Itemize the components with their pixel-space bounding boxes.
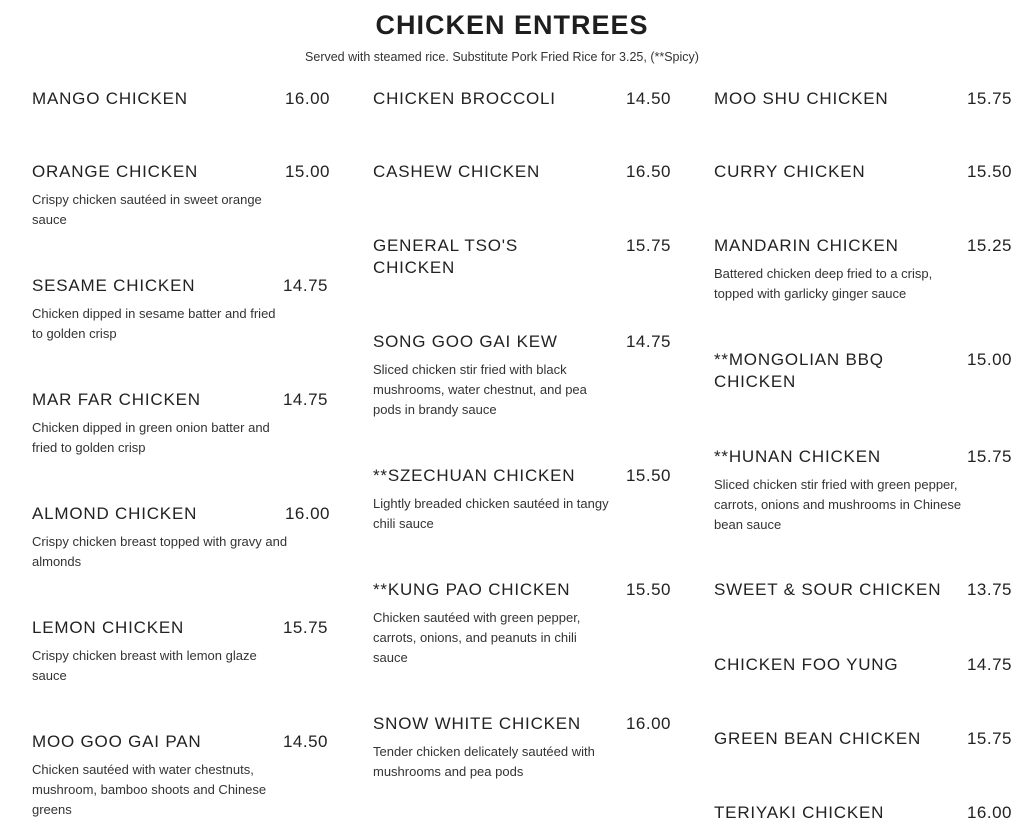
menu-item-szechuan-chicken xyxy=(373,465,671,534)
item-name: **HUNAN CHICKEN xyxy=(714,447,881,466)
item-name: **MONGOLIAN BBQ CHICKEN xyxy=(714,350,884,391)
item-description: Lightly breaded chicken sautéed in tangy chili sauce xyxy=(373,496,609,531)
menu-item-cashew-chicken xyxy=(373,161,671,183)
item-price: 15.50 xyxy=(625,466,671,485)
item-price: 16.00 xyxy=(284,504,330,523)
item-price: 14.50 xyxy=(282,732,328,751)
item-name: GREEN BEAN CHICKEN xyxy=(714,729,922,748)
item-description: Battered chicken deep fried to a crisp, topped with garlicky ginger sauce xyxy=(714,266,933,301)
menu-item-moo-goo-gai-pan xyxy=(32,731,330,820)
menu-item-lemon-chicken xyxy=(32,617,330,686)
item-name: CHICKEN BROCCOLI xyxy=(373,89,556,108)
item-price: 14.75 xyxy=(282,390,328,409)
item-name: SWEET & SOUR CHICKEN xyxy=(714,580,942,599)
item-price: 15.00 xyxy=(284,162,330,181)
item-description: Sliced chicken stir fried with green pepper, carrots, onions and mushrooms in Chinese bean sauce xyxy=(714,477,962,532)
item-name: MANGO CHICKEN xyxy=(32,89,188,108)
page-title: CHICKEN ENTREES xyxy=(375,10,649,40)
menu-item-moo-shu-chicken xyxy=(714,88,1012,110)
item-description: Crispy chicken sautéed in sweet orange sauce xyxy=(32,192,262,227)
item-price: 15.75 xyxy=(966,729,1012,748)
item-description: Crispy chicken breast topped with gravy and almonds xyxy=(32,534,288,569)
item-price: 15.75 xyxy=(966,89,1012,108)
item-name: **KUNG PAO CHICKEN xyxy=(373,580,571,599)
item-description: Chicken dipped in green onion batter and fried to golden crisp xyxy=(32,420,270,455)
item-name: CASHEW CHICKEN xyxy=(373,162,541,181)
item-name: **SZECHUAN CHICKEN xyxy=(373,466,576,485)
item-name: SONG GOO GAI KEW xyxy=(373,332,558,351)
menu-item-hunan-chicken xyxy=(714,446,1012,535)
menu-item-mongolian-bbq-chicken xyxy=(714,349,1012,393)
item-name: ALMOND CHICKEN xyxy=(32,504,198,523)
item-price: 15.75 xyxy=(282,618,328,637)
item-description: Sliced chicken stir fried with black mushrooms, water chestnut, and pea pods in brandy sauce xyxy=(373,362,587,417)
item-price: 16.00 xyxy=(966,803,1012,822)
item-name: MANDARIN CHICKEN xyxy=(714,236,899,255)
item-description: Chicken sautéed with water chestnuts, mushroom, bamboo shoots and Chinese greens xyxy=(32,762,267,817)
item-description: Crispy chicken breast with lemon glaze sauce xyxy=(32,648,257,683)
item-price: 14.75 xyxy=(282,276,328,295)
menu-item-sweet-sour-chicken xyxy=(714,579,1012,601)
item-name: GENERAL TSO'S CHICKEN xyxy=(373,236,518,277)
item-price: 14.75 xyxy=(966,655,1012,674)
item-description: Chicken dipped in sesame batter and fried to golden crisp xyxy=(32,306,276,341)
item-name: MAR FAR CHICKEN xyxy=(32,390,201,409)
item-name: CURRY CHICKEN xyxy=(714,162,866,181)
menu-item-curry-chicken xyxy=(714,161,1012,183)
item-price: 15.75 xyxy=(625,236,671,255)
item-name: SESAME CHICKEN xyxy=(32,276,196,295)
menu-item-mar-far-chicken xyxy=(32,389,330,458)
item-price: 15.50 xyxy=(966,162,1012,181)
item-price: 14.50 xyxy=(625,89,671,108)
item-price: 16.50 xyxy=(625,162,671,181)
item-name: SNOW WHITE CHICKEN xyxy=(373,714,582,733)
item-price: 15.00 xyxy=(966,350,1012,369)
menu-item-general-tsos-chicken xyxy=(373,235,671,279)
menu-item-mango-chicken xyxy=(32,88,330,110)
item-description: Chicken sautéed with green pepper, carrots, onions, and peanuts in chili sauce xyxy=(373,610,581,665)
menu-item-chicken-broccoli xyxy=(373,88,671,110)
item-name: MOO SHU CHICKEN xyxy=(714,89,889,108)
menu-item-green-bean-chicken xyxy=(714,728,1012,750)
menu-item-orange-chicken xyxy=(32,161,330,230)
item-description: Tender chicken delicately sautéed with mushrooms and pea pods xyxy=(373,744,595,779)
item-price: 15.25 xyxy=(966,236,1012,255)
item-price: 13.75 xyxy=(966,580,1012,599)
item-name: MOO GOO GAI PAN xyxy=(32,732,202,751)
item-price: 15.75 xyxy=(966,447,1012,466)
menu-item-almond-chicken xyxy=(32,503,330,572)
menu-item-kung-pao-chicken xyxy=(373,579,671,668)
item-price: 15.50 xyxy=(625,580,671,599)
item-price: 14.75 xyxy=(625,332,671,351)
item-name: LEMON CHICKEN xyxy=(32,618,185,637)
menu-item-snow-white-chicken xyxy=(373,713,671,782)
item-name: CHICKEN FOO YUNG xyxy=(714,655,899,674)
menu-item-sesame-chicken xyxy=(32,275,330,344)
item-price: 16.00 xyxy=(284,89,330,108)
page-subtitle: Served with steamed rice. Substitute Pork Fried Rice for 3.25, (**Spicy) xyxy=(305,50,699,64)
menu-item-chicken-foo-yung xyxy=(714,654,1012,676)
item-name: TERIYAKI CHICKEN xyxy=(714,803,885,822)
item-price: 16.00 xyxy=(625,714,671,733)
menu-item-mandarin-chicken xyxy=(714,235,1012,304)
menu-item-teriyaki-chicken xyxy=(714,802,1012,824)
menu-item-song-goo-gai-kew xyxy=(373,331,671,420)
item-name: ORANGE CHICKEN xyxy=(32,162,199,181)
